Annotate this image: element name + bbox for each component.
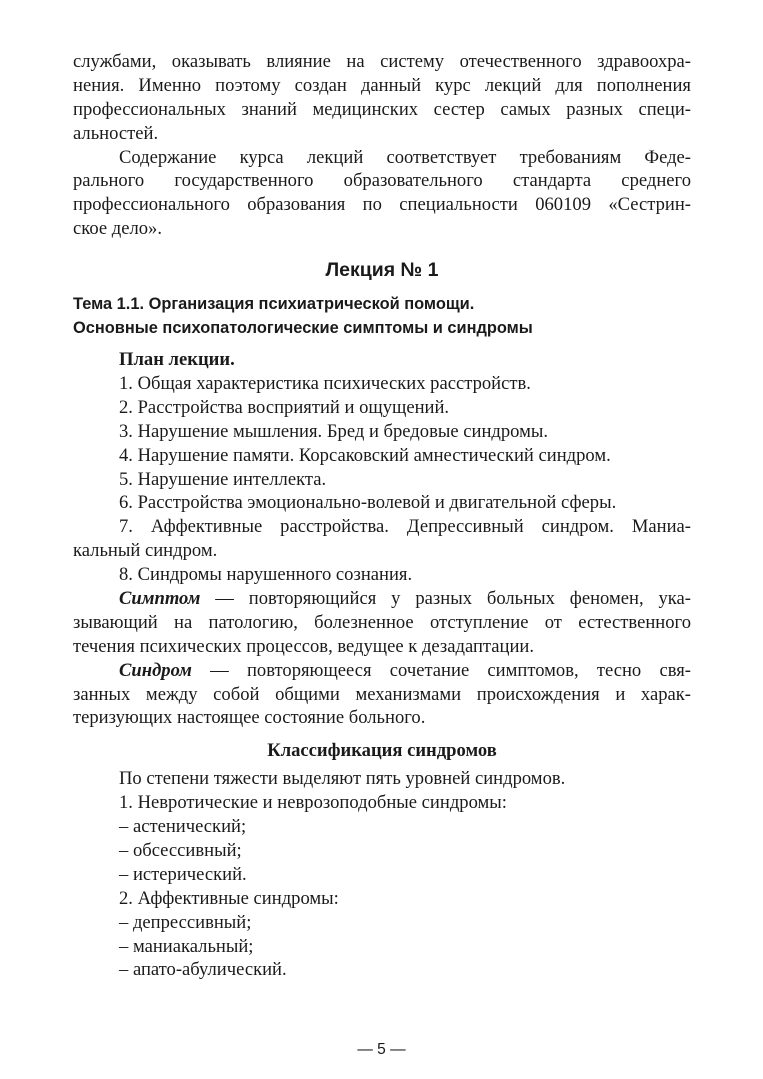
classification-heading: Классификация синдромов xyxy=(267,740,497,762)
plan-item: 8. Синдромы нарушенного сознания. xyxy=(119,564,413,586)
plan-item: 5. Нарушение интеллекта. xyxy=(119,468,327,490)
text-line: альностей. xyxy=(73,122,159,144)
classification-intro: По степени тяжести выделяют пять уровней синдромов. xyxy=(119,768,566,790)
list-item: – обсессивный; xyxy=(119,839,242,861)
text-line: нения. Именно поэтому создан данный курс лекций для пополнения xyxy=(73,74,691,96)
plan-item: 7. Аффективные расстройства. Депрессивный синдром. Маниа- xyxy=(119,516,691,538)
text-line: рального государственного образовательного стандарта среднего xyxy=(73,170,691,192)
text-line: профессиональных знаний медицинских сестер самых разных специ- xyxy=(73,98,691,120)
text-line: Содержание курса лекций соответствует требованиям Феде- xyxy=(119,146,691,168)
plan-item-continuation: кальный синдром. xyxy=(73,540,218,562)
definition-text: — повторяющееся сочетание симптомов, тесно свя- xyxy=(191,659,691,681)
syndrome-group-title: 1. Невротические и неврозоподобные синдромы: xyxy=(119,792,507,814)
plan-item: 6. Расстройства эмоционально-волевой и двигательной сферы. xyxy=(119,492,617,514)
text-line xyxy=(73,659,691,683)
plan-heading: План лекции. xyxy=(119,349,235,371)
topic-title-line-1: Тема 1.1. Организация психиатрической помощи. xyxy=(73,295,475,314)
text-line: профессионального образования по специальности 060109 «Сестрин- xyxy=(73,194,691,216)
topic-title-line-2: Основные психопатологические симптомы и синдромы xyxy=(73,319,533,338)
text-line: зывающий на патологию, болезненное отступление от естественного xyxy=(73,611,691,633)
lecture-plan xyxy=(73,348,691,587)
definition-text: — повторяющийся у разных больных феномен, ука- xyxy=(200,588,691,610)
syndrome-group-title: 2. Аффективные синдромы: xyxy=(119,887,339,909)
plan-item: 3. Нарушение мышления. Бред и бредовые синдромы. xyxy=(119,420,548,442)
list-item: – депрессивный; xyxy=(119,911,252,933)
lecture-title: Лекция № 1 xyxy=(325,259,439,282)
text-line: ское дело». xyxy=(73,218,163,240)
text-line: теризующих настоящее состояние больного. xyxy=(73,707,426,729)
text-line: занных между собой общими механизмами происхождения и харак- xyxy=(73,683,691,705)
term-symptom: Симптом xyxy=(119,588,201,610)
text-line: службами, оказывать влияние на систему отечественного здравоохра- xyxy=(73,51,691,72)
plan-item: 4. Нарушение памяти. Корсаковский амнестический синдром. xyxy=(119,444,611,466)
list-item: – апато-абулический. xyxy=(119,959,287,981)
list-item: – истерический. xyxy=(119,863,247,885)
intro-paragraph-1 xyxy=(73,50,691,146)
classification-list xyxy=(73,767,691,982)
list-item: – астенический; xyxy=(119,816,247,838)
plan-item: 2. Расстройства восприятий и ощущений. xyxy=(119,396,450,418)
page-number: — 5 — xyxy=(357,1041,406,1058)
page-body xyxy=(73,50,691,982)
definition-syndrome xyxy=(73,659,691,731)
plan-item: 1. Общая характеристика психических расстройств. xyxy=(119,373,531,395)
list-item: – маниакальный; xyxy=(119,935,254,957)
text-line: течения психических процессов, ведущее к дезадаптации. xyxy=(73,635,535,657)
definition-symptom xyxy=(73,587,691,659)
text-line xyxy=(73,587,691,611)
term-syndrome: Синдром xyxy=(119,659,192,681)
intro-paragraph-2 xyxy=(73,146,691,242)
